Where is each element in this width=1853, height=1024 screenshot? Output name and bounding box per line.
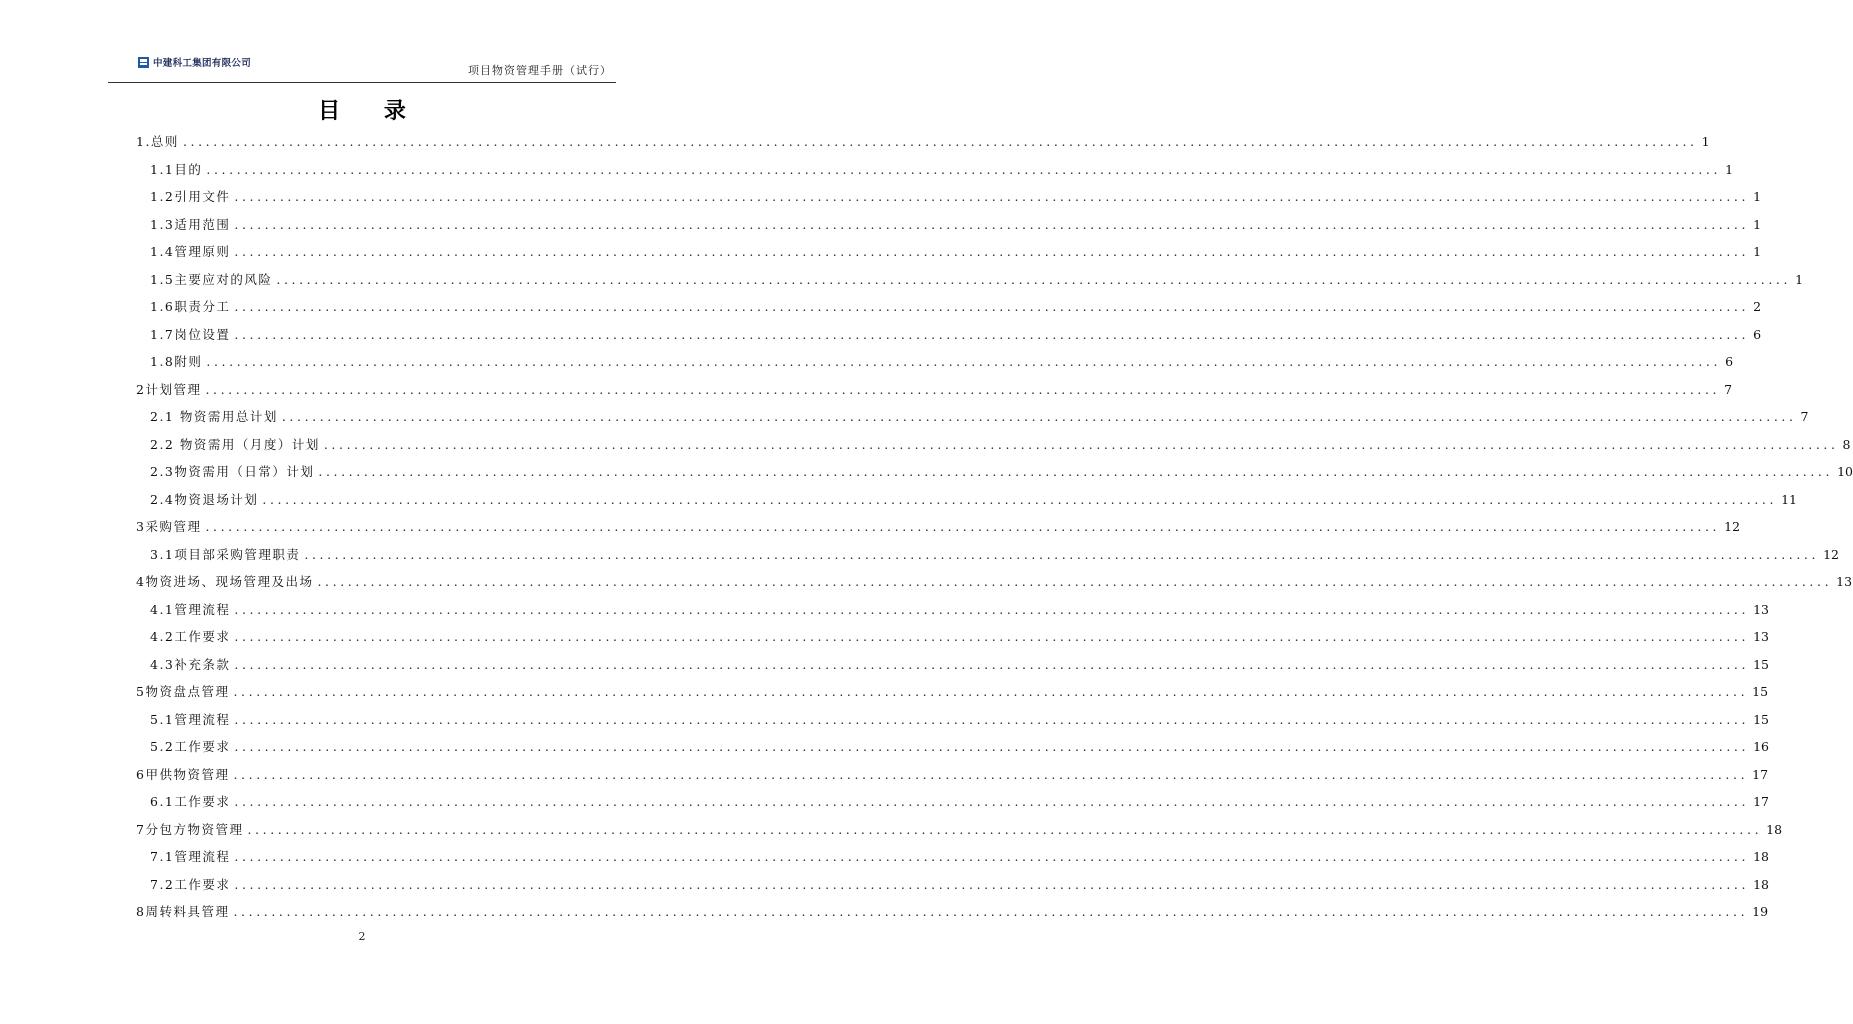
company-logo-icon: [138, 57, 149, 68]
toc-entry-page: 16: [1753, 739, 1769, 754]
toc-entry[interactable]: [150, 875, 1769, 893]
document-title: 项目物资管理手册（试行）: [468, 64, 612, 77]
toc-entry[interactable]: [150, 792, 1769, 810]
toc-entry-label: 5物资盘点管理: [136, 684, 230, 699]
toc-entry[interactable]: [136, 132, 1710, 150]
toc-leader-dots: ........................................................................................................................................................................................................: [262, 491, 1778, 507]
toc-entry-page: 17: [1752, 766, 1769, 782]
toc-entry[interactable]: [150, 737, 1769, 755]
toc-leader-dots: ........................................................................................................................................................................................................: [233, 684, 1749, 699]
toc-entry[interactable]: [136, 572, 1853, 590]
toc-leader-dots: ........................................................................................................................................................................................................: [234, 189, 1750, 204]
toc-leader-dots: ........................................................................................................................................................................................................: [234, 711, 1750, 727]
toc-entry-label: 1.6职责分工: [150, 299, 231, 314]
toc-entry[interactable]: [150, 215, 1762, 233]
toc-entry-label: 8周转料具管理: [136, 904, 230, 919]
toc-leader-dots: ........................................................................................................................................................................................................: [205, 519, 1721, 534]
toc-entry-page: 13: [1836, 574, 1853, 589]
toc-entry[interactable]: [150, 435, 1851, 453]
toc-entry[interactable]: [136, 380, 1733, 398]
toc-entry-page: 1: [1725, 161, 1734, 177]
toc-entry-label: 1.2引用文件: [150, 189, 231, 204]
toc-entry-label: 2.1 物资需用总计划: [150, 409, 278, 424]
toc-leader-dots: ........................................................................................................................................................................................................: [182, 134, 1698, 149]
toc-entry-page: 18: [1753, 876, 1769, 892]
toc-entry-label: 1.总则: [136, 134, 179, 149]
toc-leader-dots: ........................................................................................................................................................................................................: [247, 821, 1763, 837]
toc-leader-dots: ........................................................................................................................................................................................................: [304, 546, 1820, 562]
toc-entry-page: 10: [1837, 464, 1853, 479]
toc-entry[interactable]: [150, 270, 1804, 288]
toc-entry[interactable]: [150, 325, 1762, 343]
toc-entry-page: 6: [1753, 326, 1762, 342]
toc-heading: 目 录: [318, 99, 424, 124]
page-number: 2: [358, 930, 366, 943]
toc-entry-label: 1.4管理原则: [150, 244, 231, 259]
toc-entry-label: 2.3物资需用（日常）计划: [150, 464, 315, 479]
toc-entry-label: 6甲供物资管理: [136, 766, 230, 782]
toc-entry-page: 7: [1800, 409, 1809, 424]
toc-entry-page: 6: [1725, 354, 1734, 369]
toc-entry-page: 8: [1842, 436, 1851, 452]
toc-entry-page: 15: [1753, 656, 1769, 672]
toc-entry-page: 12: [1724, 519, 1741, 534]
toc-entry[interactable]: [150, 187, 1762, 205]
toc-entry[interactable]: [150, 242, 1762, 260]
toc-leader-dots: ........................................................................................................................................................................................................: [323, 436, 1839, 452]
toc-entry[interactable]: [136, 517, 1741, 535]
toc-entry[interactable]: [150, 160, 1734, 178]
header-divider: [108, 82, 616, 83]
toc-entry-label: 1.1目的: [150, 161, 203, 177]
toc-entry-label: 1.3适用范围: [150, 216, 231, 232]
toc-entry-page: 18: [1766, 821, 1783, 837]
toc-entry-label: 7分包方物资管理: [136, 821, 244, 837]
toc-entry-page: 11: [1781, 491, 1797, 507]
toc-leader-dots: ........................................................................................................................................................................................................: [234, 739, 1750, 754]
toc-entry-label: 7.1管理流程: [150, 849, 231, 864]
page-header: [0, 0, 724, 90]
toc-entry-page: 15: [1753, 711, 1769, 727]
toc-entry-label: 5.1管理流程: [150, 711, 231, 727]
toc-entry-label: 5.2工作要求: [150, 739, 231, 754]
toc-leader-dots: ........................................................................................................................................................................................................: [234, 849, 1750, 864]
toc-entry-page: 1: [1753, 189, 1762, 204]
toc-entry-label: 6.1工作要求: [150, 794, 231, 809]
toc-entry[interactable]: [150, 490, 1797, 508]
toc-entry[interactable]: [150, 847, 1769, 865]
company-logo: [138, 55, 251, 69]
toc-entry-label: 4.2工作要求: [150, 629, 231, 644]
toc-entry-label: 1.5主要应对的风险: [150, 271, 273, 287]
toc-leader-dots: ........................................................................................................................................................................................................: [318, 464, 1834, 479]
toc-entry-label: 1.8附则: [150, 354, 203, 369]
toc-entry[interactable]: [150, 462, 1853, 480]
toc-entry[interactable]: [150, 352, 1734, 370]
toc-entry-label: 2.2 物资需用（月度）计划: [150, 436, 320, 452]
company-name: 中建科工集团有限公司: [153, 58, 252, 69]
toc-leader-dots: ........................................................................................................................................................................................................: [234, 326, 1750, 342]
toc-entry[interactable]: [150, 655, 1769, 673]
toc-entry-page: 19: [1752, 904, 1769, 919]
toc-entry-page: 15: [1752, 684, 1769, 699]
toc-entry[interactable]: [150, 710, 1769, 728]
toc-entry-label: 4.1管理流程: [150, 601, 231, 617]
toc-entry-page: 7: [1724, 381, 1733, 397]
toc-leader-dots: ........................................................................................................................................................................................................: [276, 271, 1792, 287]
toc-leader-dots: ........................................................................................................................................................................................................: [234, 656, 1750, 672]
toc-entry-page: 1: [1701, 134, 1710, 149]
toc-entry-page: 18: [1753, 849, 1769, 864]
toc-leader-dots: ........................................................................................................................................................................................................: [234, 601, 1750, 617]
toc-entry-page: 13: [1753, 629, 1769, 644]
toc-entry[interactable]: [136, 682, 1769, 700]
toc-entry[interactable]: [136, 820, 1783, 838]
toc-leader-dots: ........................................................................................................................................................................................................: [206, 161, 1722, 177]
toc-entry-page: 2: [1753, 299, 1762, 314]
toc-entry[interactable]: [150, 545, 1839, 563]
toc-entry-label: 1.7岗位设置: [150, 326, 231, 342]
toc-leader-dots: ........................................................................................................................................................................................................: [206, 354, 1722, 369]
toc-entry-page: 1: [1753, 216, 1762, 232]
toc-entry[interactable]: [136, 902, 1769, 920]
toc-leader-dots: ........................................................................................................................................................................................................: [205, 381, 1721, 397]
toc-entry-label: 2.4物资退场计划: [150, 491, 259, 507]
toc-entry-label: 7.2工作要求: [150, 876, 231, 892]
toc-entry[interactable]: [150, 627, 1769, 645]
toc-leader-dots: ........................................................................................................................................................................................................: [234, 216, 1750, 232]
toc-leader-dots: ........................................................................................................................................................................................................: [234, 876, 1750, 892]
toc-entry-label: 3采购管理: [136, 519, 202, 534]
toc-entry-page: 1: [1753, 244, 1762, 259]
toc-entry[interactable]: [136, 765, 1769, 783]
toc-entry-label: 2计划管理: [136, 381, 202, 397]
toc-entry-page: 13: [1753, 601, 1769, 617]
toc-leader-dots: ........................................................................................................................................................................................................: [234, 244, 1750, 259]
toc-entry-page: 17: [1753, 794, 1769, 809]
toc-entry-page: 1: [1795, 271, 1804, 287]
toc-entry-label: 3.1项目部采购管理职责: [150, 546, 301, 562]
toc-leader-dots: ........................................................................................................................................................................................................: [234, 794, 1750, 809]
toc-leader-dots: ........................................................................................................................................................................................................: [233, 904, 1749, 919]
toc-leader-dots: ........................................................................................................................................................................................................: [233, 766, 1749, 782]
toc-entry[interactable]: [150, 600, 1769, 618]
toc-entry[interactable]: [150, 297, 1762, 315]
toc-leader-dots: ........................................................................................................................................................................................................: [317, 574, 1833, 589]
toc-entry-label: 4.3补充条款: [150, 656, 231, 672]
toc-entry[interactable]: [150, 407, 1809, 425]
toc-leader-dots: ........................................................................................................................................................................................................: [234, 629, 1750, 644]
toc-leader-dots: ........................................................................................................................................................................................................: [234, 299, 1750, 314]
toc-entry-page: 12: [1823, 546, 1839, 562]
toc-entry-label: 4物资进场、现场管理及出场: [136, 574, 314, 589]
toc-leader-dots: ........................................................................................................................................................................................................: [281, 409, 1797, 424]
